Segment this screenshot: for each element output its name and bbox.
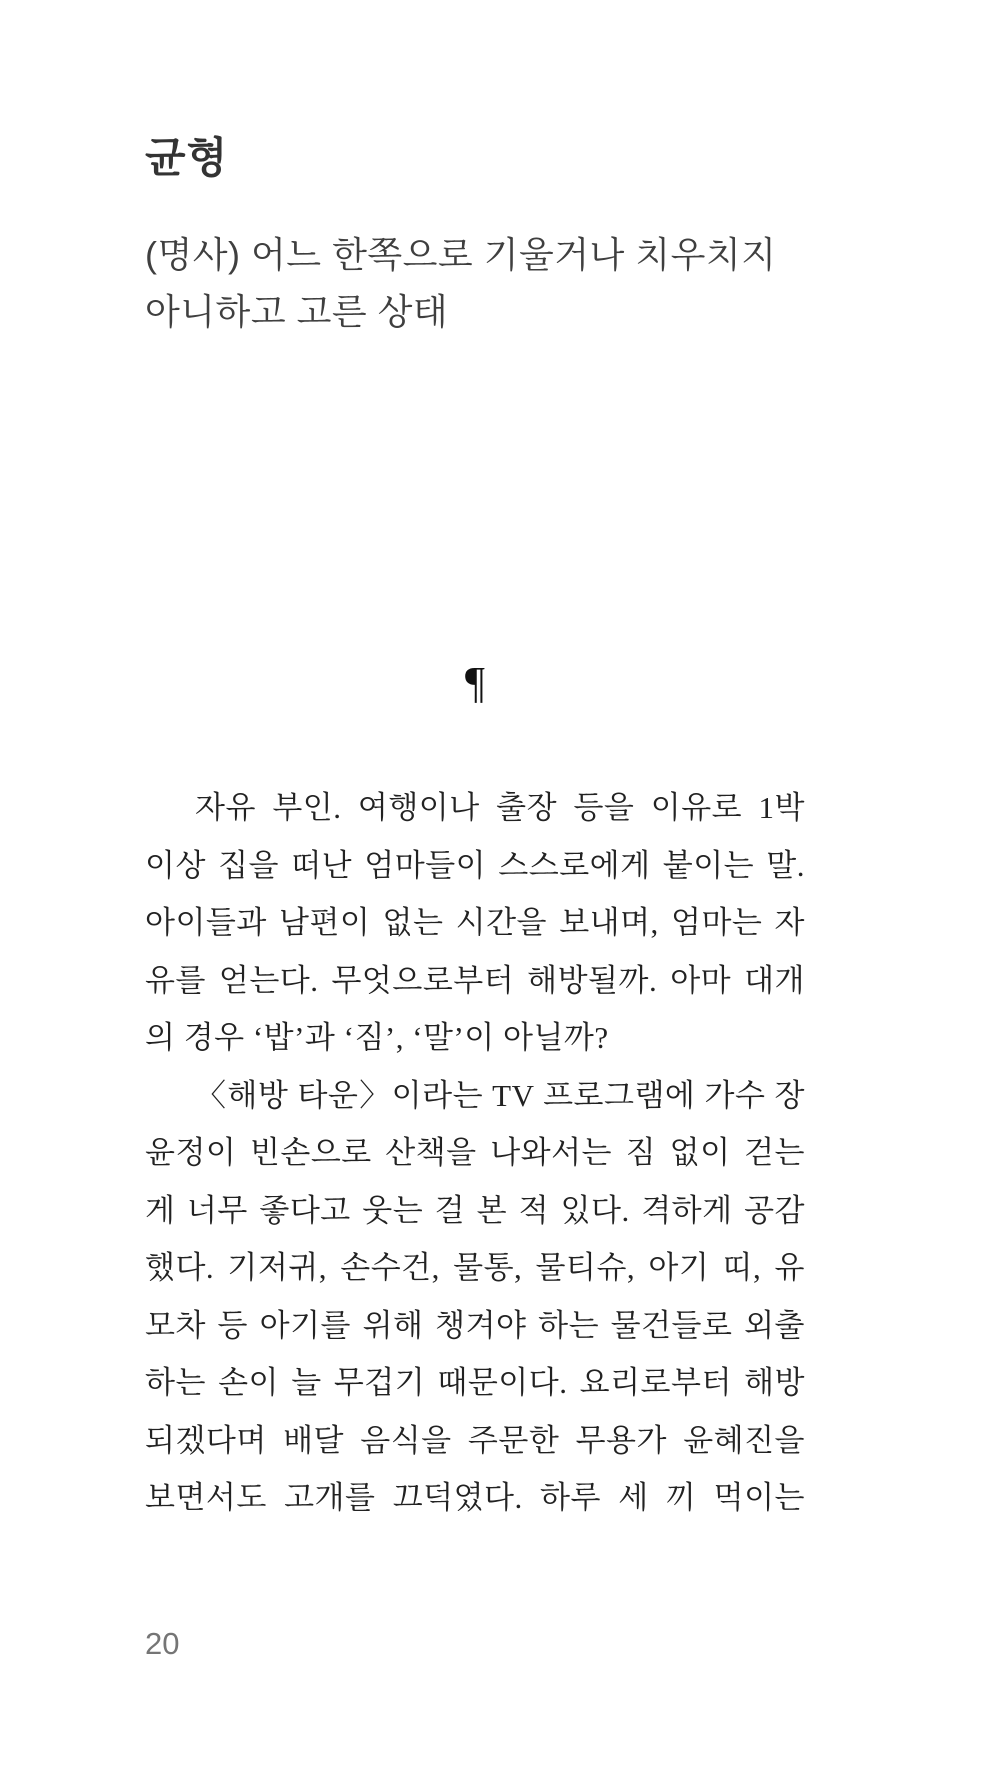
body-line: 자유 부인. 여행이나 출장 등을 이유로 1박 <box>195 790 805 825</box>
body-line: 유를 얻는다. 무엇으로부터 해방될까. 아마 대개 <box>145 962 805 998</box>
body-line: 되겠다며 배달 음식을 주문한 무용가 윤혜진을 <box>145 1422 805 1458</box>
body-line: 했다. 기저귀, 손수건, 물통, 물티슈, 아기 띠, 유 <box>145 1250 805 1285</box>
body-line: 아이들과 남편이 없는 시간을 보내며, 엄마는 자 <box>145 905 805 940</box>
body-line: 게 너무 좋다고 웃는 걸 본 적 있다. 격하게 공감 <box>145 1192 805 1228</box>
body-text <box>145 779 805 1527</box>
body-line: 윤정이 빈손으로 산책을 나와서는 짐 없이 걷는 <box>145 1135 805 1170</box>
page-number: 20 <box>145 1626 180 1661</box>
entry-word: 균형 <box>145 134 229 181</box>
definition-line: (명사) 어느 한쪽으로 기울거나 치우치지 <box>145 234 777 275</box>
entry-definition <box>145 226 825 340</box>
body-line: 하는 손이 늘 무겁기 때문이다. 요리로부터 해방 <box>145 1365 805 1400</box>
body-line: 이상 집을 떠난 엄마들이 스스로에게 붙이는 말. <box>145 847 805 883</box>
body-line: 모차 등 아기를 위해 챙겨야 하는 물건들로 외출 <box>145 1307 805 1343</box>
body-line: 보면서도 고개를 끄덕였다. 하루 세 끼 먹이는 <box>145 1480 805 1515</box>
definition-line: 아니하고 고른 상태 <box>145 291 449 332</box>
section-divider-pilcrow: ¶ <box>465 658 485 707</box>
body-line: 〈해방 타운〉이라는 TV 프로그램에 가수 장 <box>195 1077 805 1113</box>
body-line: 의 경우 ‘밥’과 ‘짐’, ‘말’이 아닐까? <box>145 1020 609 1055</box>
